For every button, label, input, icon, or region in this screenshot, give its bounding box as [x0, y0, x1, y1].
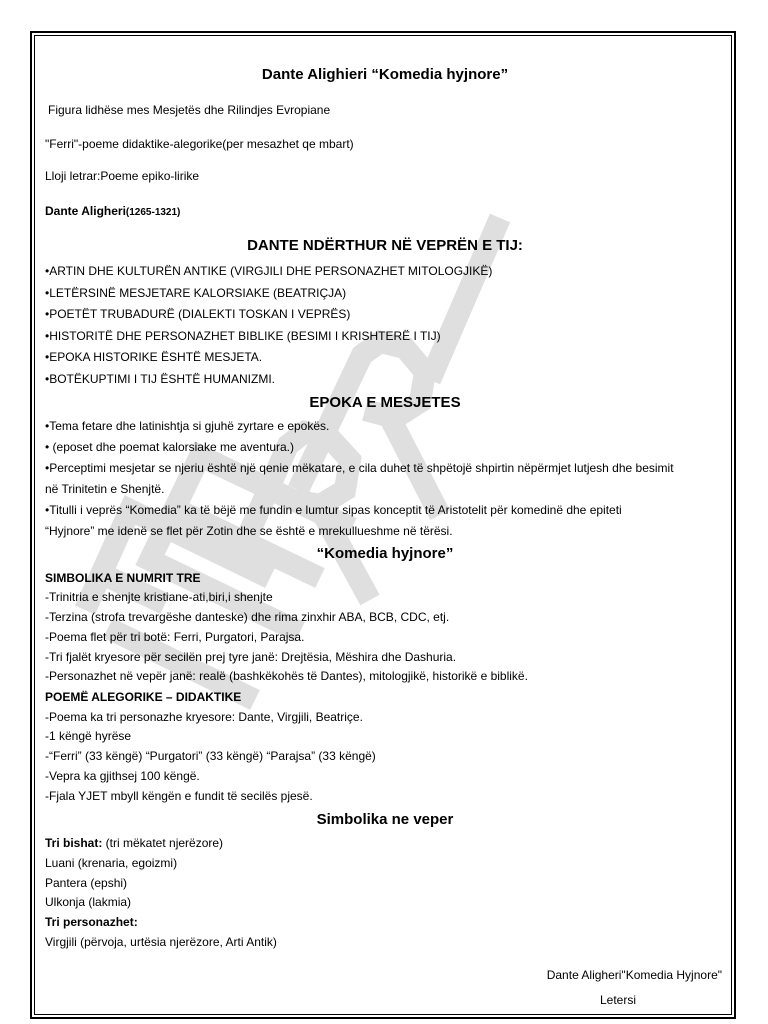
- animal-name: Ulkonja: [45, 895, 86, 909]
- persona-label: Tri personazhet:: [45, 915, 138, 929]
- animal-desc: (lakmia): [85, 895, 132, 909]
- page-title: Dante Alighieri “Komedia hyjnore”: [261, 66, 509, 83]
- list-item: • (eposet dhe poemat kalorsiake me aventura.): [45, 440, 294, 454]
- list-item: -Fjala YJET mbyll këngën e fundit të secilës pjesë.: [45, 789, 313, 803]
- animal-name: Pantera: [45, 876, 88, 890]
- list-item: “Hyjnore” me idenë se flet për Zotin dhe se është e mrekullueshme në tërësi.: [45, 524, 453, 538]
- intro-line: Figura lidhëse mes Mesjetës dhe Rilindjes Evropiane: [48, 103, 331, 117]
- list-item: -Terzina (strofa trevargëshe danteske) dhe rima zinxhir ABA, BCB, CDC, etj.: [45, 610, 450, 624]
- list-item: Virgjili (përvoja, urtësia njerëzore, Arti Antik): [45, 935, 277, 949]
- list-item: •HISTORITË DHE PERSONAZHET BIBLIKE (BESIMI I KRISHTERË I TIJ): [45, 329, 441, 343]
- list-item: •Titulli i veprës “Komedia” ka të bëjë me fundin e lumtur sipas konceptit të Aristotelit për komedinë dhe epiteti: [45, 503, 622, 517]
- list-item: -Vepra ka gjithsej 100 këngë.: [45, 769, 200, 783]
- list-item: •EPOKA HISTORIKE ËSHTË MESJETA.: [45, 350, 263, 364]
- list-item: [45, 895, 131, 910]
- list-item: -Tri fjalët kryesore për secilën prej tyre janë: Drejtësia, Mëshira dhe Dashuria.: [45, 650, 457, 664]
- list-item: -Poema ka tri personazhe kryesore: Dante, Virgjili, Beatriçe.: [45, 710, 363, 724]
- animal-name: Luani: [45, 856, 75, 870]
- list-item: [45, 876, 127, 891]
- list-item: -Personazhet në vepër janë: realë (bashkëkohës të Dantes), mitologjikë, historikë e biblikë.: [45, 669, 528, 683]
- list-item: •LETËRSINË MESJETARE KALORSIAKE (BEATRIÇJA): [45, 286, 347, 300]
- intro-line: "Ferri"-poeme didaktike-alegorike(per mesazhet qe mbart): [45, 137, 354, 151]
- subheading-text: POEMË ALEGORIKE – DIDAKTIKE: [45, 690, 242, 704]
- list-item: -Trinitria e shenjte kristiane-ati,biri,i shenjte: [45, 590, 273, 604]
- list-item: •Perceptimi mesjetar se njeriu është një qenie mëkatare, e cila duhet të shpëtojë shpirtin nëpërmjet lutjesh dhe besimit: [45, 461, 674, 475]
- author-line: [45, 204, 180, 220]
- section-heading: EPOKA E MESJETES: [309, 394, 461, 411]
- intro-line: Lloji letrar:Poeme epiko-lirike: [45, 169, 200, 183]
- list-item: •POETËT TRUBADURË (DIALEKTI TOSKAN I VEPRËS): [45, 307, 351, 321]
- animal-desc: (krenaria, egoizmi): [74, 856, 178, 870]
- list-item: •Tema fetare dhe latinishtja si gjuhë zyrtare e epokës.: [45, 419, 330, 433]
- bisha-label: Tri bishat:: [45, 836, 103, 850]
- footer-title: Dante Aligheri"Komedia Hyjnore": [546, 968, 722, 982]
- footer-subject: Letersi: [600, 993, 637, 1007]
- animal-desc: (epshi): [87, 876, 128, 890]
- list-item: [45, 836, 223, 851]
- list-item: [45, 915, 138, 930]
- author-years: (1265-1321): [125, 207, 181, 218]
- bisha-desc: (tri mëkatet njerëzore): [102, 836, 224, 850]
- list-item: në Trinitetin e Shenjtë.: [45, 482, 165, 496]
- list-item: -1 këngë hyrëse: [45, 729, 132, 743]
- list-item: -“Ferri” (33 këngë) “Purgatori” (33 këngë) “Parajsa” (33 këngë): [45, 749, 376, 763]
- section-heading: “Komedia hyjnore”: [316, 545, 454, 562]
- section-heading: Simbolika ne veper: [316, 811, 454, 828]
- subheading-text: SIMBOLIKA E NUMRIT TRE: [45, 571, 201, 585]
- list-item: -Poema flet për tri botë: Ferri, Purgatori, Parajsa.: [45, 630, 305, 644]
- subheading: [45, 690, 241, 705]
- list-item: [45, 856, 177, 871]
- author-name: Dante Aligheri: [45, 204, 126, 218]
- section-heading: DANTE NDËRTHUR NË VEPRËN E TIJ:: [247, 237, 523, 254]
- subheading: [45, 571, 201, 586]
- list-item: •BOTËKUPTIMI I TIJ ËSHTË HUMANIZMI.: [45, 372, 275, 386]
- list-item: •ARTIN DHE KULTURËN ANTIKE (VIRGJILI DHE PERSONAZHET MITOLOGJIKË): [45, 264, 493, 278]
